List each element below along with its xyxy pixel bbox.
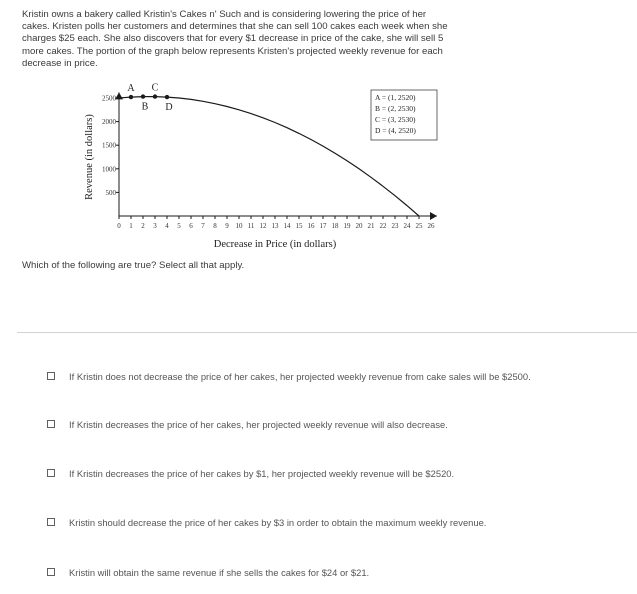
point-label-d: D (165, 102, 173, 114)
x-tick-label: 13 (271, 222, 279, 230)
option-label: Kristin will obtain the same revenue if she sells the cakes for $24 or $21. (69, 566, 370, 578)
x-tick-label: 16 (307, 222, 315, 230)
point-label-a: A (127, 83, 135, 95)
x-tick-label: 2 (141, 222, 145, 230)
x-tick-label: 1 (129, 222, 133, 230)
y-axis-label: Revenue (in dollars) (84, 114, 95, 200)
x-tick-label: 21 (367, 222, 375, 230)
revenue-chart-svg (60, 76, 450, 256)
option-2[interactable] (47, 417, 448, 431)
point-label-b: B (141, 101, 149, 113)
option-label: If Kristin decreases the price of her cakes by $1, her projected weekly revenue will be $2520. (69, 467, 455, 479)
y-tick-label: 1000 (102, 165, 116, 174)
divider (17, 332, 637, 333)
revenue-graph (60, 76, 450, 261)
option-label: If Kristin does not decrease the price of her cakes, her projected weekly revenue from cake sales will be $2500. (69, 370, 531, 382)
x-tick-label: 7 (201, 222, 205, 230)
x-tick-label: 22 (379, 222, 387, 230)
x-tick-label: 20 (355, 222, 363, 230)
legend-entry: C = (3, 2530) (375, 115, 416, 124)
y-tick-label: 2500 (102, 94, 116, 103)
x-tick-label: 8 (213, 222, 217, 230)
checkbox-option-5[interactable] (47, 568, 55, 576)
x-tick-label: 6 (189, 222, 193, 230)
option-4[interactable] (47, 515, 486, 529)
y-tick-label: 2000 (102, 118, 116, 127)
x-tick-label: 24 (403, 222, 411, 230)
points-layer (127, 83, 172, 113)
checkbox-option-2[interactable] (47, 420, 55, 428)
problem-statement (22, 9, 502, 70)
x-tick-label: 17 (319, 222, 327, 230)
option-1[interactable] (47, 369, 531, 383)
question-prompt: Which of the following are true? Select all that apply. (22, 260, 245, 271)
x-tick-label: 5 (177, 222, 181, 230)
checkbox-option-4[interactable] (47, 518, 55, 526)
checkbox-option-3[interactable] (47, 469, 55, 477)
y-tick-label: 500 (105, 188, 116, 197)
x-tick-label: 0 (117, 222, 121, 230)
chart-legend (371, 90, 437, 140)
problem-line: charges $25 each. She also discovers that for every $1 decrease in price of the cake, she will sell 5 (22, 33, 444, 45)
point-a (129, 95, 133, 99)
problem-line: Kristin owns a bakery called Kristin's Cakes n' Such and is considering lowering the price of her (22, 9, 427, 20)
x-tick-label: 19 (343, 222, 351, 230)
point-label-c: C (151, 82, 159, 94)
point-d (165, 95, 169, 99)
problem-line: decrease in price. (22, 57, 98, 69)
option-label: Kristin should decrease the price of her cakes by $3 in order to obtain the maximum weekly revenue. (69, 516, 487, 528)
x-tick-label: 26 (427, 222, 435, 230)
problem-line: more cakes. The portion of the graph below represents Kristen's projected weekly revenue for each (22, 45, 443, 57)
x-tick-label: 3 (153, 222, 157, 230)
option-5[interactable] (47, 565, 369, 579)
x-axis-label: Decrease in Price (in dollars) (213, 239, 337, 250)
y-tick-label: 1500 (102, 141, 116, 150)
x-tick-label: 12 (259, 222, 267, 230)
problem-line: cakes. Kristen polls her customers and determines that she can sell 100 cakes each week when she (22, 21, 448, 33)
legend-entry: D = (4, 2520) (375, 126, 416, 135)
x-tick-label: 15 (295, 222, 303, 230)
x-tick-label: 4 (165, 222, 169, 230)
x-tick-label: 10 (235, 222, 243, 230)
option-label: If Kristin decreases the price of her cakes, her projected weekly revenue will also decrease. (69, 418, 448, 430)
x-tick-label: 23 (391, 222, 399, 230)
checkbox-option-1[interactable] (47, 372, 55, 380)
x-tick-label: 18 (331, 222, 339, 230)
x-tick-label: 25 (415, 222, 423, 230)
x-tick-label: 9 (225, 222, 229, 230)
option-3[interactable] (47, 466, 454, 480)
point-b (141, 94, 145, 98)
x-tick-label: 11 (247, 222, 255, 230)
point-c (153, 94, 157, 98)
legend-entry: A = (1, 2520) (375, 93, 416, 102)
legend-entry: B = (2, 2530) (375, 104, 416, 113)
x-tick-label: 14 (283, 222, 291, 230)
